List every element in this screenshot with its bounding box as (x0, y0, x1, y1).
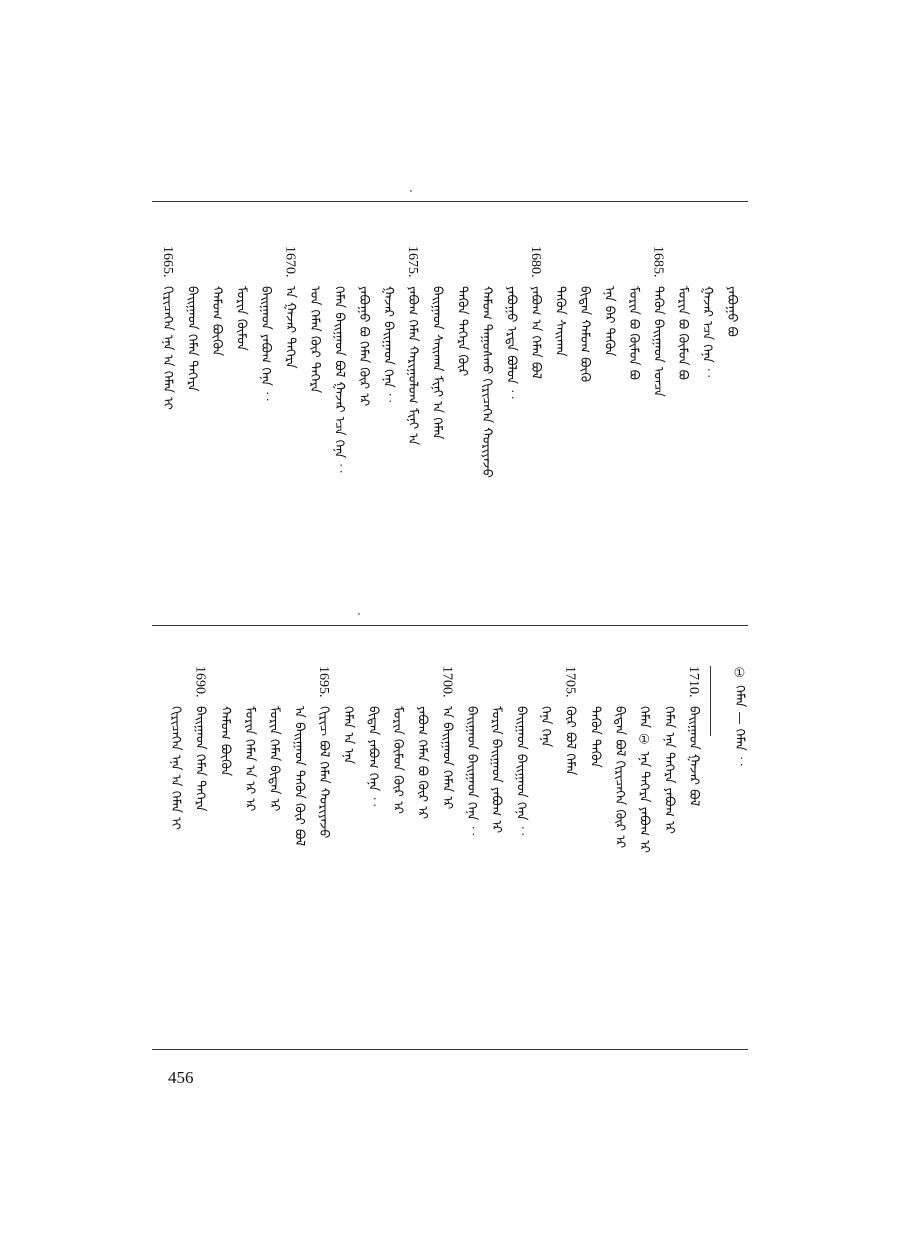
verse-line (454, 246, 468, 376)
verse-line (168, 666, 182, 829)
verse-line (283, 246, 297, 368)
verse-text: ᠬᠦᠷ ᠪᠣᠯ ᠬᠡᠮᠡᠨ (562, 705, 578, 775)
line-number: 1700. (439, 666, 455, 698)
verse-line (185, 246, 199, 391)
footnote: ① ᠬᠡᠮᠡᠨ — ᠬᠡᠮᠡᠨ ︰ (732, 666, 747, 768)
verse-line (365, 666, 379, 808)
verse-line (528, 246, 542, 378)
speck (410, 190, 412, 192)
verse-line (307, 246, 321, 393)
line-number: 1690. (192, 666, 208, 698)
verse-text: ᠮᠣᠷᠢᠨ ᠬᠡᠮᠡᠨ ᠪᠢᠳᠡᠨ ᠡᠷ (266, 705, 282, 811)
page-number: 456 (168, 1068, 194, 1087)
line-number: 1710. (686, 666, 701, 698)
verse-text: ᠡᠨᠡ ᠪᠡᠷ ᠲᠡᠭᠦᠨ (601, 285, 617, 356)
verse-line (405, 246, 419, 445)
footnote-rule (710, 666, 711, 736)
verse-text: ᠡᠨ ᠪᠠᠢᠭᠠᠳ ᠲᠡᠭᠦᠨ ᠬᠦᠷ ᠪᠣᠯ (291, 705, 307, 846)
verse-line (193, 666, 207, 811)
verse-text: ᠪᠠᠢᠭᠠᠳ ᠪᠠᠢᠭᠠᠳ ᠭᠡᠨᠡ ︰ (464, 705, 479, 838)
verse-text: ᠮᠣᠷᠢᠨ ᠬᠡᠮᠡᠨ ᠡᠨ ᠡᠷ ᠡᠷ (242, 705, 257, 811)
verse-text: ᠮᠣᠷᠢᠨ ᠪᠠᠢᠭᠠᠳ ᠶᠠᠪᠤᠭ ᠡᠷ (488, 705, 504, 833)
verse-text: ᠬᠢᠷᠢᠴᠡᠭᠡᠨ ᠡᠨᠡ ᠡᠨ ᠬᠡᠮᠡᠨ ᠢ (160, 285, 175, 410)
verse-line (258, 246, 272, 403)
verse-line (439, 666, 453, 809)
verse-text: ᠪᠠᠢᠭᠠᠳ ᠪᠠᠢᠭᠠᠳ ᠭᠡᠨᠡ ︰ (513, 705, 529, 838)
verse-line (234, 246, 248, 350)
verse-line (563, 666, 577, 775)
verse-line (661, 666, 675, 833)
verse-text: ᠮᠣᠷᠢᠨ ᠪᠣ ᠬᠦᠮᠦᠨ ᠪᠣ (674, 285, 690, 380)
verse-text: ᠪᠠᠢᠭᠠᠳ ᠭᠠᠵᠠᠷ ᠪᠣᠯ (686, 705, 701, 806)
verse-text: ᠭᠡᠨᠡ ᠭᠡᠨᠡ (538, 705, 553, 747)
verse-text: ᠲᠡᠭᠦᠨ ᠲᠡᠭᠦᠨ (587, 705, 603, 768)
verse-text: ᠪᠢᠳᠡᠨ ᠶᠠᠪᠤᠭ ᠭᠡᠨᠡ ︰ (365, 705, 381, 808)
verse-line (577, 246, 591, 382)
verse-text: ᠪᠠᠢᠭᠠᠳ ᠬᠡᠮᠡᠨ ᠳᠡᠭᠡᠷᠡ (184, 285, 200, 392)
verse-text: ᠭᠠᠵᠠᠷ ᠡᠴᠡ ᠭᠡᠨᠡ ︰ (699, 285, 715, 380)
verse-text: ᠬᠢᠷᠢᠴᠡᠭᠡᠨ ᠡᠨᠡ ᠡᠨ ᠬᠡᠮᠡᠨ ᠢ (168, 705, 183, 830)
verse-text: ᠲᠡᠭᠦᠨ ᠪᠠᠢᠭᠠᠳ ᠣᠨᠴᠠ (650, 285, 666, 397)
verse-text: ᠬᠡᠮᠡᠨ ① ᠡᠨᠡ ᠲᠡᠭᠡᠷᠡ ᠶᠠᠪᠤᠭ ᠡᠷ (636, 705, 652, 853)
verse-line (513, 666, 527, 837)
verse-text: ᠬᠡᠮᠡᠨ ᠪᠠᠢᠭᠠᠳ ᠪᠣᠯ ᠭᠠᠵᠠᠷ ᠡᠴᠡ ᠭᠡᠨᠡ ︰ (331, 285, 347, 475)
verse-text: ᠶᠠᠪᠤᠭ ᠡᠨ ᠬᠡᠮᠡᠨ ᠪᠣᠯ (527, 285, 543, 379)
verse-line (724, 246, 738, 336)
verse-line (626, 246, 640, 379)
line-number: 1705. (562, 666, 578, 698)
verse-line (587, 666, 601, 767)
line-number: 1685. (650, 246, 666, 278)
verse-text: ᠡᠨ ᠪᠠᠢᠭᠠᠳ ᠬᠡᠮᠡᠨ ᠡᠷ (439, 705, 455, 809)
verse-line (686, 666, 700, 806)
verse-text: ᠶᠠᠪᠤᠭᠤ ᠪᠣ (724, 285, 739, 337)
line-number: 1675. (405, 246, 421, 278)
verse-text: ᠶᠠᠪᠤᠭ ᠬᠡᠮᠡᠨ ᠪᠣ ᠬᠦᠷ ᠡᠷ (414, 705, 430, 819)
line-number: 1665. (160, 246, 175, 278)
verse-line (612, 666, 626, 848)
top-rule (152, 201, 748, 202)
middle-rule (152, 625, 748, 626)
verse-text: ᠬᠠᠮᠤᠭ ᠳᠠᠭᠤᠰᠬᠤ ᠬᠢᠷᠢᠴᠡᠭᠡᠨ ᠬᠤᠷᠢᠶᠠᠵᠤ (478, 285, 494, 478)
verse-line (650, 246, 664, 396)
verse-line (381, 246, 395, 404)
verse-line (267, 666, 281, 811)
verse-line (479, 246, 493, 477)
line-number: 1670. (282, 246, 298, 278)
verse-text: ᠪᠠᠢᠭᠠᠳ ᠰᠠᠢᠬᠠᠨ ᠮᠢᠨᠢ ᠡᠨ ᠬᠡᠮᠡᠨ (429, 285, 445, 439)
verse-text: ᠪᠢᠳᠡᠨ ᠬᠠᠮᠤᠭ ᠪᠦᠬᠦ (576, 285, 592, 382)
verse-line (464, 666, 478, 837)
verse-line (291, 666, 305, 846)
verse-text: ᠬᠠᠮᠤᠭ ᠪᠦᠬᠦᠨ (209, 285, 225, 356)
verse-line (242, 666, 256, 811)
verse-line (209, 246, 223, 356)
verse-text: ᠲᠡᠭᠦᠨ ᠳᠡᠭᠡᠷᠡ ᠬᠦᠷ (454, 285, 470, 376)
verse-line (430, 246, 444, 439)
verse-text: ᠬᠢᠷᠢᠴ ᠪᠣᠯ ᠬᠡᠮᠡᠨ ᠬᠤᠷᠢᠶᠠᠵᠤ (316, 705, 331, 838)
line-number: 1680. (527, 246, 543, 278)
bottom-rule (152, 1049, 748, 1050)
verse-text: ᠲᠡᠭᠦᠨ ᠰᠠᠢᠬᠠᠨ (552, 285, 568, 357)
verse-line (217, 666, 231, 776)
verse-line (390, 666, 404, 813)
verse-text: ᠬᠡᠮᠡᠨ ᠡᠨ ᠡᠨᠡ (340, 705, 356, 764)
verse-line (637, 666, 651, 853)
verse-line (601, 246, 615, 356)
verse-line (332, 246, 346, 475)
verse-line (503, 246, 517, 401)
verse-line (675, 246, 689, 379)
verse-line (160, 246, 174, 409)
verse-text: ᠭᠠᠵᠠᠷ ᠪᠠᠢᠭᠠᠳ ᠭᠡᠨᠡ ︰ (380, 285, 396, 405)
verse-text: ᠬᠡᠮᠡᠨ ᠡᠨᠡ ᠲᠡᠭᠡᠷᠡ ᠶᠠᠪᠤᠭ ᠡᠷ (661, 705, 677, 834)
verse-line (316, 666, 330, 838)
verse-text: ᠪᠠᠢᠭᠠᠳ ᠬᠡᠮᠡᠨ ᠳᠡᠭᠡᠷᠡ (192, 705, 208, 812)
verse-text: ᠮᠣᠷᠢᠨ ᠬᠦᠮᠦᠨ ᠬᠦᠷ ᠡᠷ (390, 705, 405, 814)
verse-text: ᠶᠠᠪᠤᠭᠤ ᠪᠣ ᠬᠡᠮᠡᠨ ᠬᠦᠷ ᠡᠷ (356, 285, 372, 406)
verse-line (538, 666, 552, 747)
verse-line (341, 666, 355, 764)
line-number: 1695. (316, 666, 331, 698)
verse-line (552, 246, 566, 356)
verse-text: ᠮᠣᠷᠢᠨ ᠬᠦᠮᠦᠨ (233, 285, 249, 351)
verse-text: ᠣᠨ ᠬᠡᠮᠡᠨ ᠬᠦᠷ ᠲᠡᠭᠡᠷᠡ (307, 285, 323, 393)
verse-text: ᠮᠣᠷᠢᠨ ᠪᠣ ᠬᠦᠮᠦᠨ ᠪᠣ (625, 285, 641, 380)
verse-line (489, 666, 503, 833)
verse-text: ᠡᠨ ᠭᠠᠵᠠᠷ ᠳᠡᠭᠡᠷᠡ (282, 285, 298, 369)
speck (358, 613, 360, 615)
verse-line (699, 246, 713, 379)
verse-text: ᠬᠠᠮᠤᠭ ᠪᠦᠬᠦᠨ (217, 705, 233, 776)
verse-text: ᠶᠠᠪᠤᠭᠤ ᠡᠷᠲᠡ ᠪᠣᠯᠤᠨ ︰ (503, 285, 519, 401)
verse-line (415, 666, 429, 819)
verse-text: ᠪᠢᠳᠡᠨ ᠪᠣᠯ ᠬᠢᠷᠢᠴᠡᠭᠡᠨ ᠬᠦᠷ ᠡᠷ (612, 705, 627, 848)
verse-text: ᠶᠠᠪᠤᠭ ᠬᠡᠮᠡᠨ ᠬᠠᠷᠢᠭᠤᠯᠤᠭ ᠮᠢᠨᠢ ᠡᠨ (405, 285, 421, 445)
verse-line (356, 246, 370, 406)
verse-text: ᠪᠠᠢᠭᠠᠳ ᠶᠠᠪᠤᠭ ᠭᠡᠨᠡ ︰ (258, 285, 274, 403)
